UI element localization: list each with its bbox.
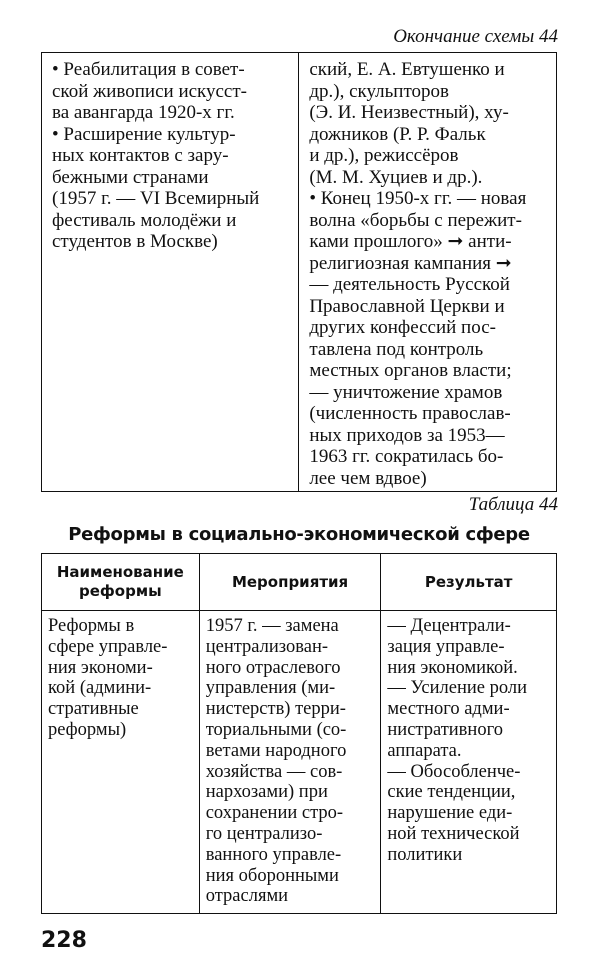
reform-name-text: [48, 616, 195, 741]
text-line: стративные: [48, 699, 139, 720]
text-line: нистративного: [387, 719, 503, 740]
text-line: кой (админи-: [48, 678, 152, 699]
text-line: — уничтожение храмов: [309, 381, 503, 403]
text-line: ных приходов за 1953—: [309, 424, 505, 446]
text-line: ветами народного: [205, 740, 347, 761]
text-line: ного отраслевого: [205, 657, 341, 678]
text-line: 1957 г. — замена: [205, 616, 339, 636]
text-line: фестиваль молодёжи и: [52, 209, 237, 231]
text-line: дожников (Р. Р. Фальк: [309, 123, 486, 145]
text-line: ториальными (со-: [205, 719, 347, 740]
result-text: [387, 616, 552, 866]
text-line: (М. М. Хуциев и др.).: [309, 166, 483, 188]
text-line: Реформы в: [48, 616, 135, 636]
text-line: • Расширение культур-: [52, 123, 236, 145]
scheme-table: [41, 52, 557, 492]
text-line: аппарата.: [387, 740, 462, 761]
text-line: местных органов власти;: [309, 360, 512, 381]
text-line: сохранении стро-: [205, 803, 344, 824]
header-measures: Мероприятия: [199, 554, 381, 611]
text-line: других конфессий пос-: [309, 317, 496, 338]
text-line: политики: [387, 844, 463, 865]
text-line: нистерств) терри-: [205, 699, 346, 720]
cell-measures: [199, 611, 381, 914]
text-line: — деятельность Русской: [309, 274, 510, 295]
text-line: — Обособленче-: [387, 761, 521, 782]
text-line: сфере управле-: [48, 636, 168, 657]
text-line: тавлена под контроль: [309, 338, 484, 360]
scheme-left-text: [52, 59, 292, 253]
text-line: — Децентрали-: [387, 616, 511, 636]
text-line: 1963 гг. сократилась бо-: [309, 446, 504, 467]
text-line: ской живописи искусст-: [52, 80, 248, 102]
measures-text: [206, 616, 377, 907]
text-line: отраслями: [205, 886, 289, 907]
text-line: лее чем вдвое): [309, 467, 427, 489]
text-line: нарушение еди-: [387, 803, 513, 824]
text-line: (Э. И. Неизвестный), ху-: [309, 102, 509, 123]
text-line: студентов в Москве): [52, 231, 218, 252]
text-line: ных контактов с зару-: [52, 145, 229, 166]
text-line: ский, Е. А. Евтушенко и: [309, 59, 505, 80]
text-line: (1957 г. — VI Всемирный: [52, 188, 260, 209]
text-line: бежными странами: [52, 166, 209, 188]
scheme-row: [42, 53, 557, 492]
text-line: (численность православ-: [309, 403, 511, 424]
scheme-left-cell: [42, 53, 299, 492]
text-line: ния экономикой.: [387, 657, 518, 678]
text-line: нархозами) при: [205, 782, 328, 803]
text-line: ния оборонными: [205, 865, 339, 886]
text-line: ские тенденции,: [387, 782, 516, 803]
text-line: хозяйства — сов-: [205, 761, 343, 782]
text-line: и др.), режиссёров: [309, 145, 459, 166]
text-line: зация управле-: [387, 636, 505, 657]
scheme-right-text: [309, 59, 550, 489]
header-result: Результат: [381, 554, 557, 611]
text-line: др.), скульпторов: [309, 80, 449, 102]
text-line: го централизо-: [205, 823, 323, 844]
table-row: [42, 611, 557, 914]
header-reform-name: Наименование реформы: [42, 554, 200, 611]
text-line: религиозная кампания ➞: [309, 252, 512, 274]
text-line: • Конец 1950-х гг. — новая: [309, 188, 527, 209]
text-line: централизован-: [205, 636, 329, 657]
text-line: управления (ми-: [205, 678, 336, 699]
text-line: Православной Церкви и: [309, 295, 505, 317]
text-line: ния экономи-: [48, 657, 153, 678]
text-line: ванного управле-: [205, 844, 342, 865]
text-line: ками прошлого» ➞ анти-: [309, 231, 512, 252]
text-line: местного адми-: [387, 699, 510, 720]
text-line: • Реабилитация в совет-: [52, 59, 245, 80]
text-line: реформы): [48, 719, 127, 740]
page-number: 228: [41, 928, 87, 953]
text-line: — Усиление роли: [387, 678, 527, 699]
table-title: Реформы в социально-экономической сфере: [68, 524, 530, 545]
text-line: волна «борьбы с пережит-: [309, 209, 522, 231]
reform-table: [41, 553, 557, 914]
scheme-caption: Окончание схемы 44: [393, 26, 558, 47]
header-row: [42, 554, 557, 611]
text-line: ва авангарда 1920-х гг.: [52, 102, 235, 123]
text-line: ной технической: [387, 823, 520, 844]
cell-reform-name: [42, 611, 200, 914]
scheme-right-cell: [299, 53, 557, 492]
table-caption: Таблица 44: [468, 494, 558, 515]
cell-result: [381, 611, 557, 914]
